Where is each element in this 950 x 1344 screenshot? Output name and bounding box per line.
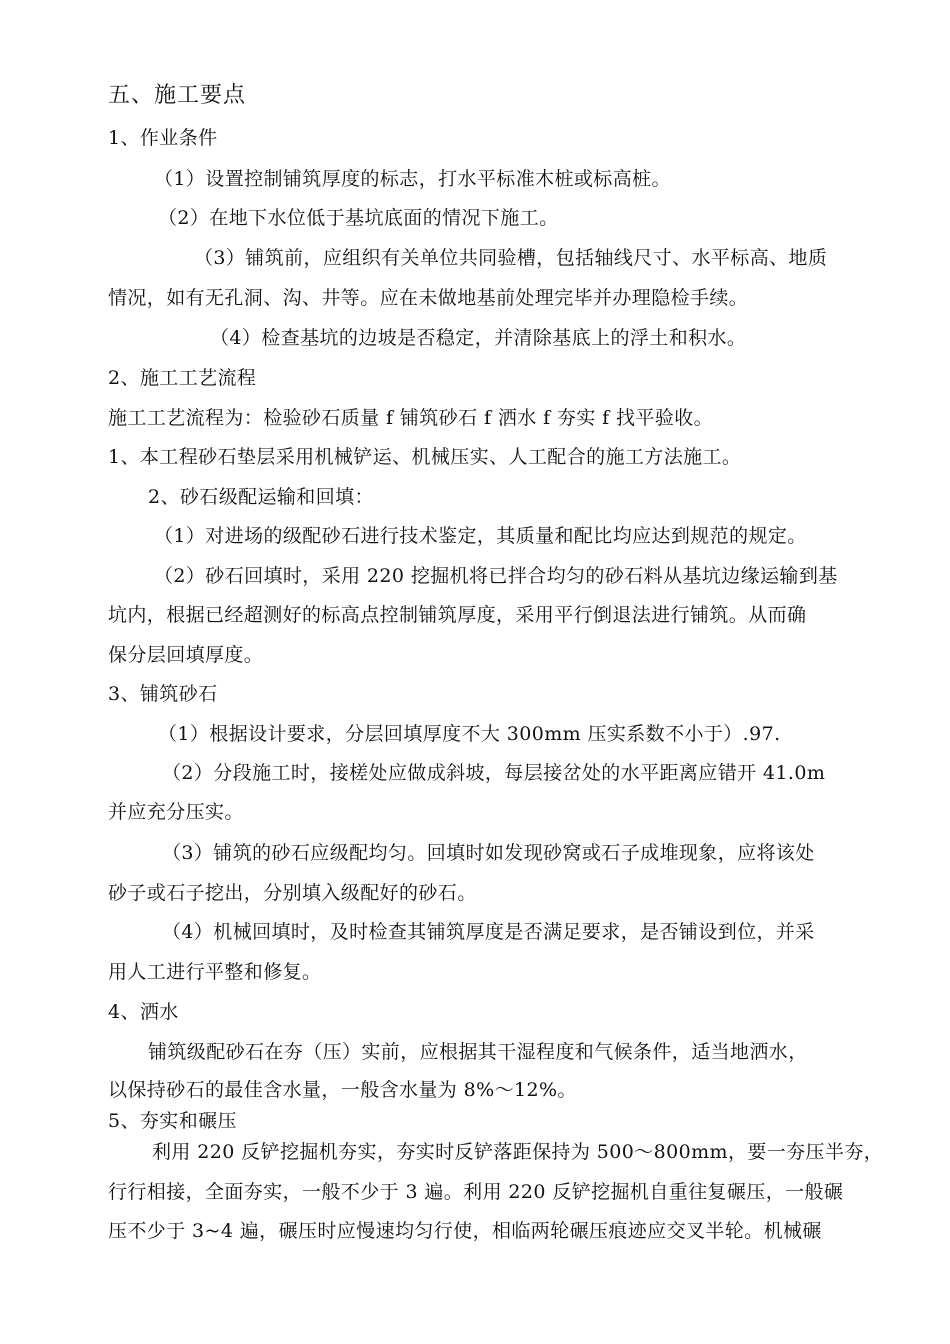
- section-title: 五、施工要点: [108, 83, 247, 108]
- subheading: 2、砂石级配运输和回填：: [148, 486, 374, 508]
- heading-compaction: 5、夯实和碾压: [108, 1110, 237, 1132]
- heading-work-conditions: 1、作业条件: [108, 127, 218, 149]
- paragraph-line: 以保持砂石的最佳含水量，一般含水量为 8%～12%。: [108, 1079, 577, 1101]
- paragraph-line: （3）铺筑的砂石应级配均匀。回填时如发现砂窝或石子成堆现象，应将该处: [162, 842, 815, 864]
- paragraph-line: 施工工艺流程为：检验砂石质量 f 铺筑砂石 f 洒水 f 夯实 f 找平验收。: [108, 407, 714, 429]
- paragraph-line: 利用 220 反铲挖掘机夯实，夯实时反铲落距保持为 500～800mm，要一夯压半夯，: [152, 1141, 884, 1163]
- paragraph-line: （1）设置控制铺筑厚度的标志，打水平标准木桩或标高桩。: [154, 168, 671, 190]
- heading-paving: 3、铺筑砂石: [108, 683, 218, 705]
- paragraph-line: （1）根据设计要求，分层回填厚度不大 300mm 压实系数不小于）.97.: [158, 723, 781, 745]
- paragraph-line: （2）分段施工时，接槎处应做成斜坡，每层接岔处的水平距离应错开 41.0m: [162, 762, 826, 784]
- paragraph-line: （4）机械回填时，及时检查其铺筑厚度是否满足要求，是否铺设到位，并采: [162, 921, 815, 943]
- paragraph-line: 铺筑级配砂石在夯（压）实前，应根据其干湿程度和气候条件，适当地洒水，: [148, 1041, 808, 1063]
- heading-watering: 4、洒水: [108, 1001, 179, 1023]
- paragraph-line: （2）在地下水位低于基坑底面的情况下施工。: [158, 207, 559, 229]
- paragraph-line: 坑内，根据已经超测好的标高点控制铺筑厚度，采用平行倒退法进行铺筑。从而确: [108, 604, 807, 626]
- paragraph-line: 砂子或石子挖出，分别填入级配好的砂石。: [108, 882, 477, 904]
- heading-process-flow: 2、施工工艺流程: [108, 367, 257, 389]
- paragraph-line: 情况，如有无孔洞、沟、井等。应在未做地基前处理完毕并办理隐检手续。: [108, 287, 749, 309]
- paragraph-line: （1）对进场的级配砂石进行技术鉴定，其质量和配比均应达到规范的规定。: [154, 525, 807, 547]
- paragraph-line: 保分层回填厚度。: [108, 644, 264, 666]
- paragraph-line: （3）铺筑前，应组织有关单位共同验槽，包括轴线尺寸、水平标高、地质: [194, 247, 828, 269]
- paragraph-line: 1、本工程砂石垫层采用机械铲运、机械压实、人工配合的施工方法施工。: [108, 446, 742, 468]
- paragraph-line: （4）检查基坑的边坡是否稳定，并清除基底上的浮土和积水。: [210, 327, 747, 349]
- paragraph-line: 并应充分压实。: [108, 801, 244, 823]
- paragraph-line: 压不少于 3~4 遍，碾压时应慢速均匀行使，相临两轮碾压痕迹应交叉半轮。机械碾: [108, 1220, 822, 1242]
- paragraph-line: （2）砂石回填时，采用 220 挖掘机将已拌合均匀的砂石料从基坑边缘运输到基: [154, 565, 838, 587]
- paragraph-line: 行行相接，全面夯实，一般不少于 3 遍。利用 220 反铲挖掘机自重往复碾压，一般碾: [108, 1181, 844, 1203]
- paragraph-line: 用人工进行平整和修复。: [108, 961, 322, 983]
